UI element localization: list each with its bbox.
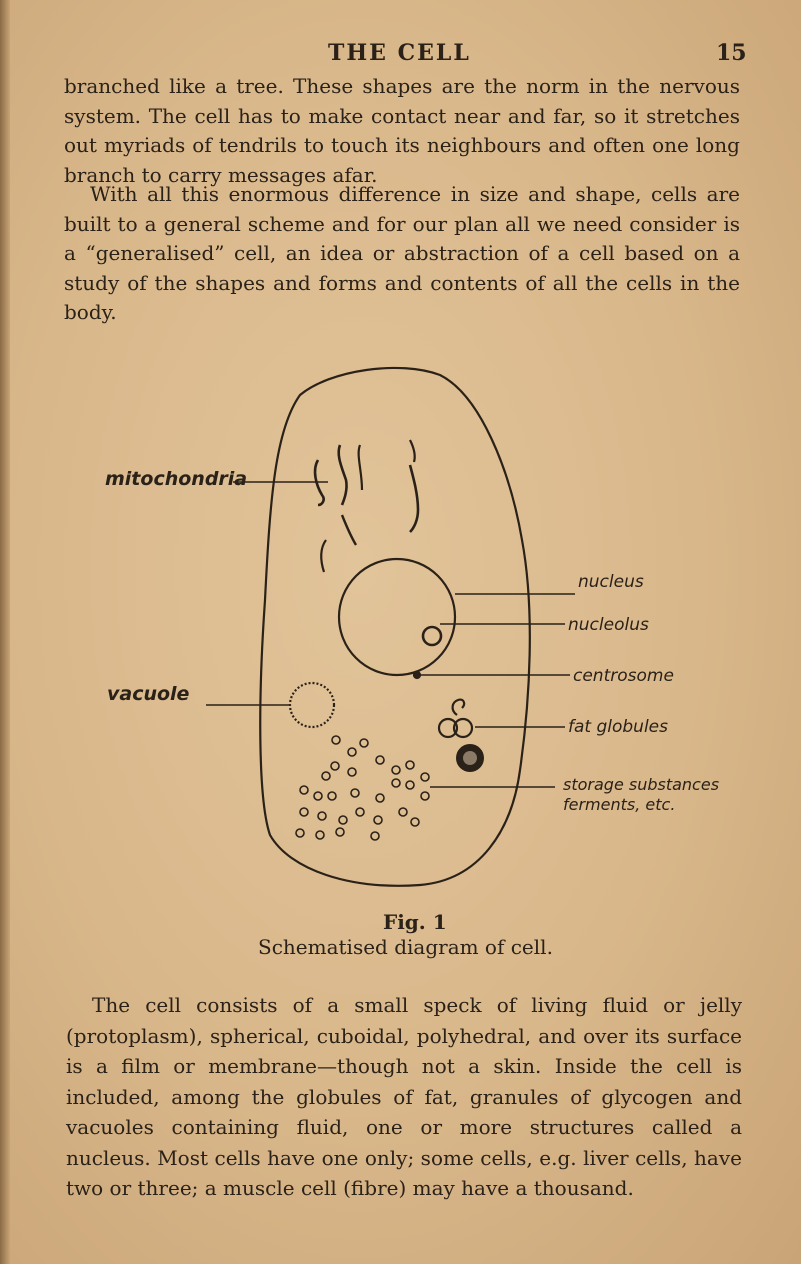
label-storage-substances: storage substances [563, 775, 720, 794]
paragraph-3: The cell consists of a small speck of living fluid or jelly (protoplasm), spherical, cuboidal, polyhedral, and over its surface is a film or membrane—though not a skin. Inside the cell is included, among the globules of fat, granules of glycogen and vacuoles containing fluid, one or more structures called a nucleus. Most cells have one only; some cells, e.g. liver cells, have two or three; a muscle cell (fibre) may have a thousand. [66, 993, 742, 1200]
centrosome [414, 672, 420, 678]
figure-number: Fig. 1 [383, 910, 447, 934]
nucleus [339, 559, 455, 675]
storage-granules [296, 736, 429, 840]
label-mitochondria: mitochondria [105, 468, 248, 490]
label-nucleus: nucleus [578, 572, 644, 592]
cell-membrane [260, 368, 530, 886]
label-ferments: ferments, etc. [563, 795, 676, 814]
label-nucleolus: nucleolus [568, 615, 649, 635]
label-fat-globules: fat globules [568, 717, 668, 737]
mitochondria-group [315, 440, 418, 572]
paragraph-2: With all this enormous difference in size and shape, cells are built to a general scheme and for our plan all we need consider is a “generalised” cell, an idea or abstraction of a cell based on a study of the shapes and forms and contents of all the cells in the body. [64, 182, 740, 324]
running-title: THE CELL [328, 40, 471, 66]
fat-globule [463, 751, 477, 765]
paragraph-1: branched like a tree. These shapes are the norm in the nervous system. The cell has to make contact near and far, so it stretches out myriads of tendrils to touch its neighbours and often one long branch to carry messages afar. [64, 74, 740, 187]
page-number: 15 [716, 40, 747, 66]
label-centrosome: centrosome [573, 666, 674, 686]
label-vacuole: vacuole [107, 683, 190, 705]
figure-caption: Schematised diagram of cell. [258, 935, 553, 959]
vacuole [290, 683, 334, 727]
nucleolus [423, 627, 441, 645]
